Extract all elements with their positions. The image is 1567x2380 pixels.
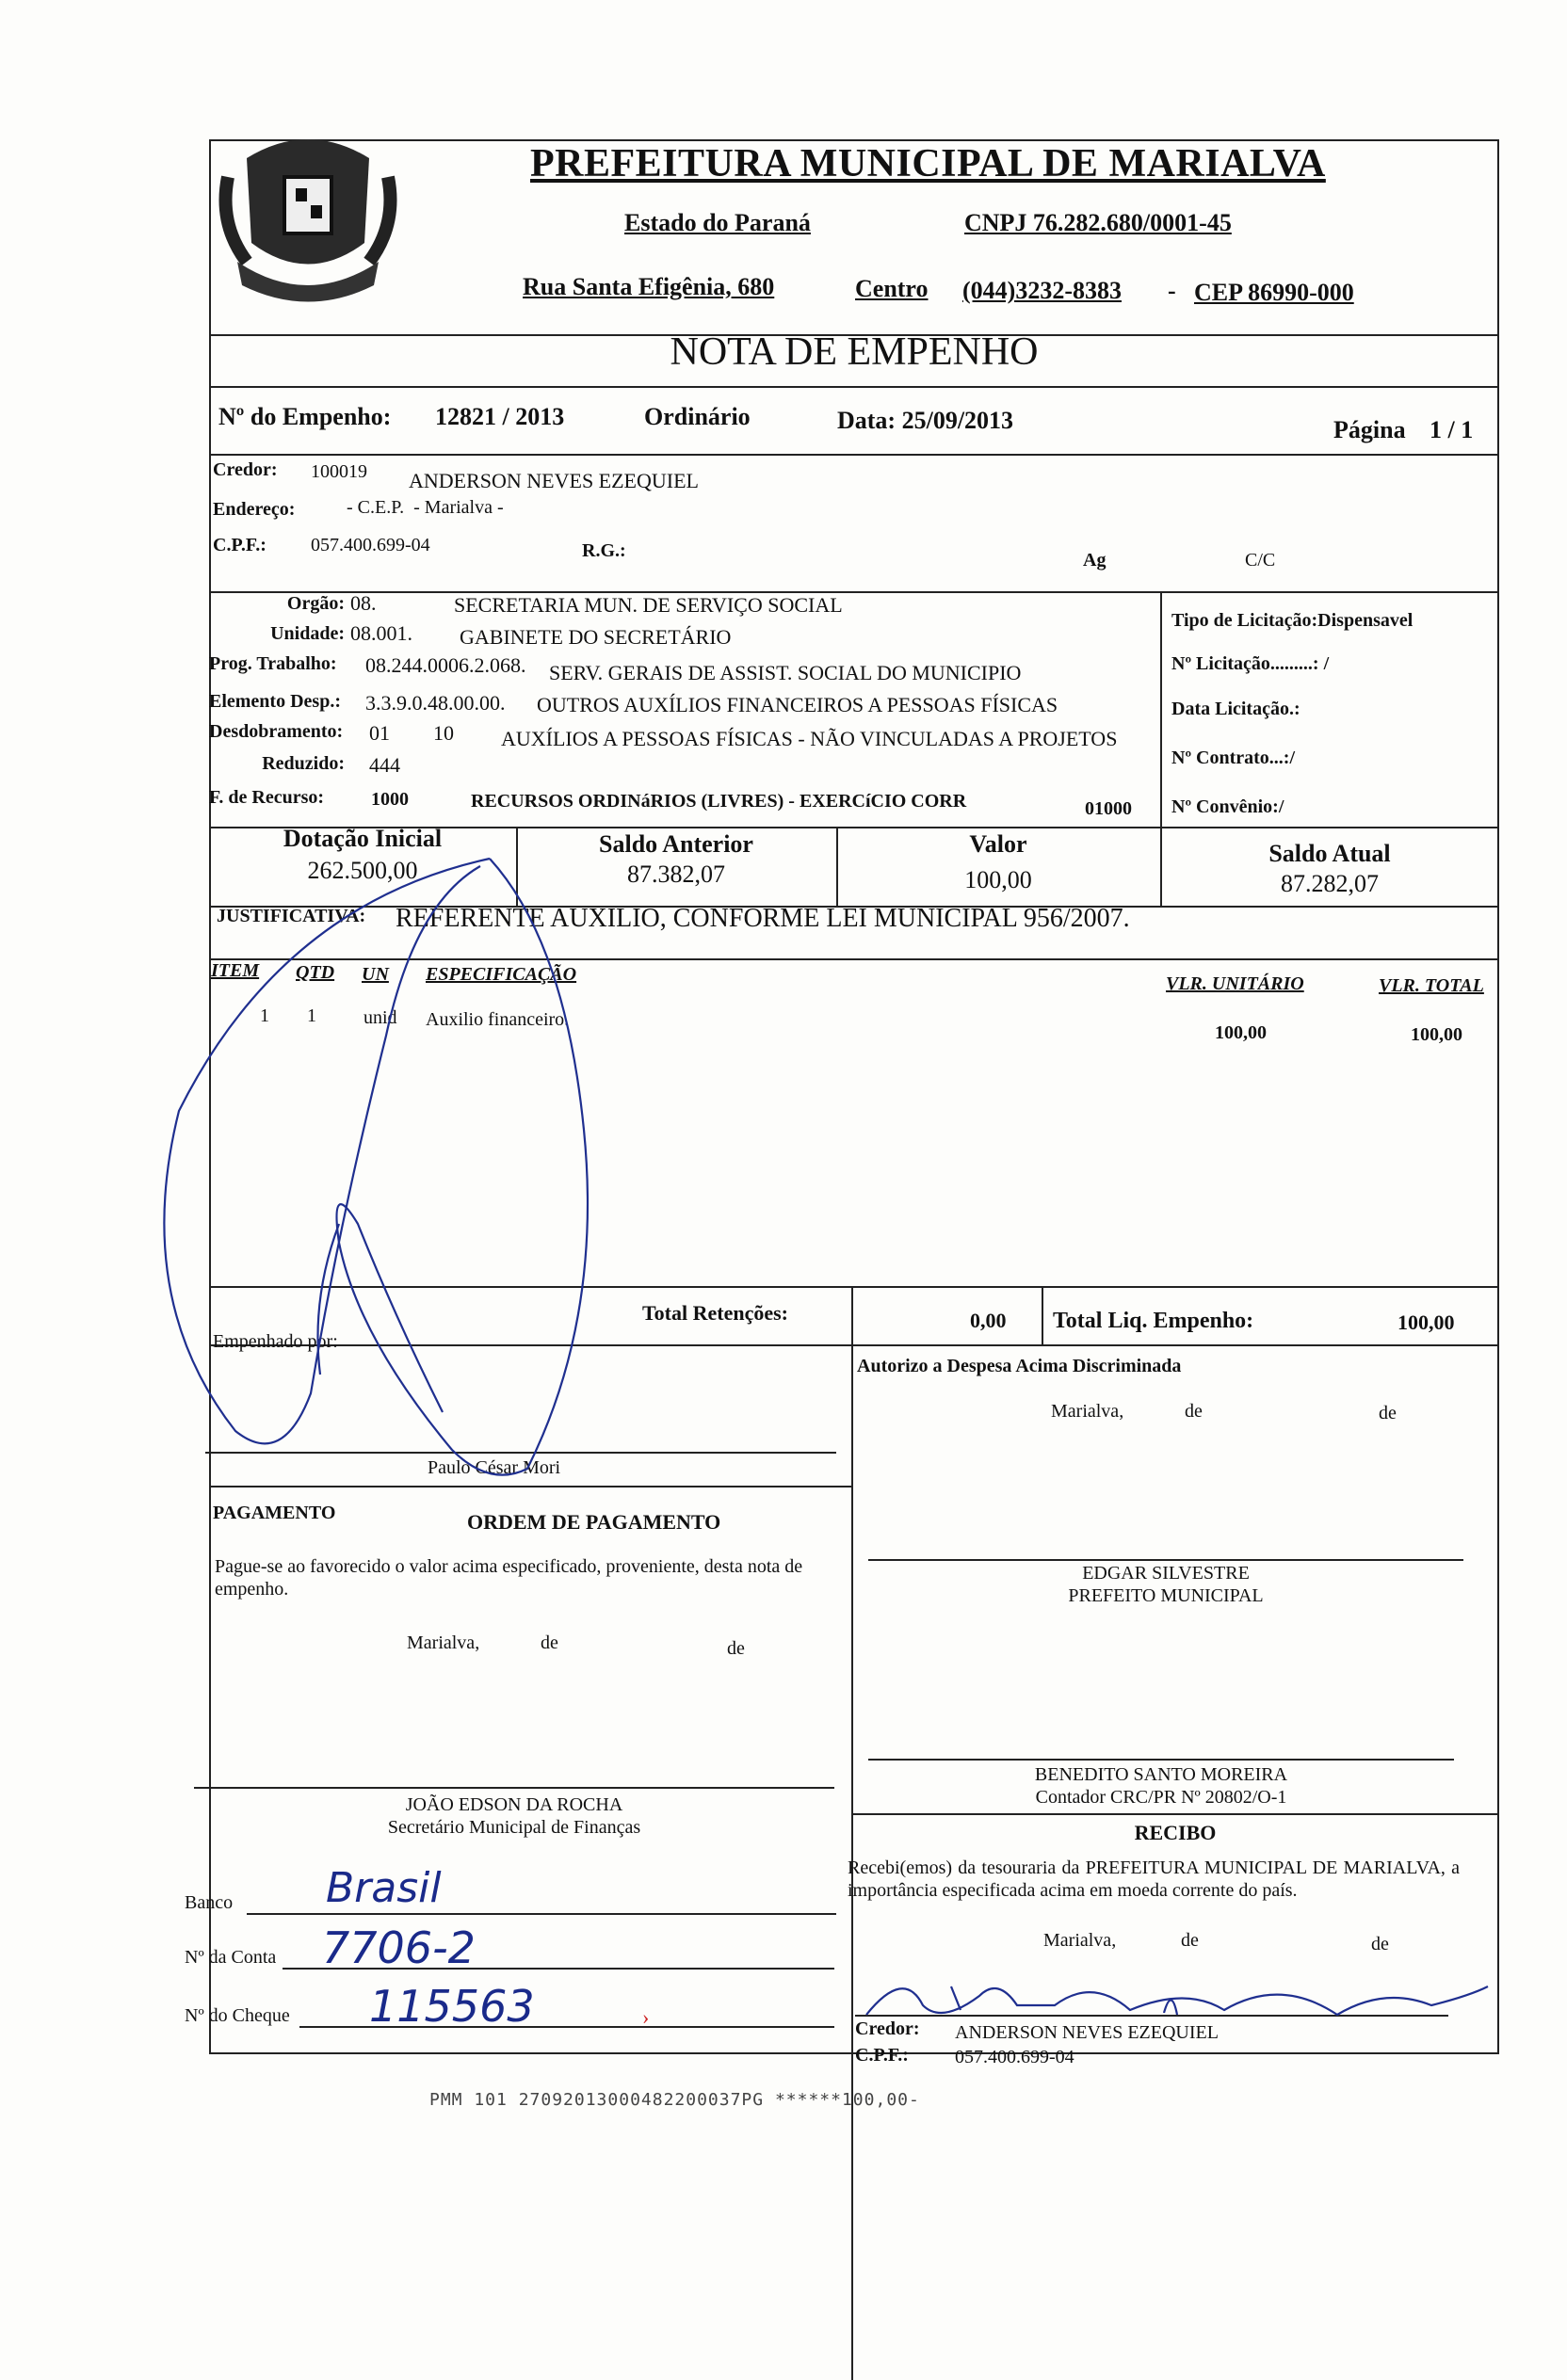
prog-desc: SERV. GERAIS DE ASSIST. SOCIAL DO MUNICIPIO [549,661,1022,684]
justificativa-label: JUSTIFICATIVA: [217,906,366,926]
document-title: NOTA DE EMPENHO [670,330,1039,374]
reduzido-label: Reduzido: [262,753,345,774]
recurso-desc: RECURSOS ORDINáRIOS (LIVRES) - EXERCíCIO CORR [471,791,967,812]
contador-title: Contador CRC/PR Nº 20802/O-1 [1035,1787,1287,1808]
item-number: 1 [260,1005,269,1026]
desdobramento-code: 01 [369,721,390,745]
item-desc: Auxilio financeiro. [426,1009,570,1030]
cheque-label: Nº do Cheque [185,2005,290,2026]
recibo-cpf-label: C.P.F.: [855,2045,909,2066]
endereco-value: - C.E.P. - Marialva - [347,497,504,518]
credor-name: ANDERSON NEVES EZEQUIEL [409,469,699,492]
header-dash: - [1168,277,1176,304]
prog-code: 08.244.0006.2.068. [365,653,526,677]
licitacao-convenio: Nº Convênio:/ [1171,796,1284,817]
item-unit-price: 100,00 [1215,1022,1267,1043]
justificativa-text: REFERENTE AUXILIO, CONFORME LEI MUNICIPAL 956/2007. [396,904,1130,933]
valor-value: 100,00 [964,866,1032,893]
page-label: Página [1333,416,1406,443]
conta-label: Nº da Conta [185,1947,277,1968]
cpf-value: 057.400.699-04 [311,535,430,555]
recibo-text: Recebi(emos) da tesouraria da PREFEITURA MUNICIPAL DE MARIALVA, a importância especificada acima em moeda corrente do país. [848,1857,1460,1901]
orgao-label: Orgão: [286,593,345,614]
item-total: 100,00 [1411,1024,1462,1045]
prefeito-name: EDGAR SILVESTRE [1082,1563,1250,1584]
desdobramento-label: Desdobramento: [209,721,344,742]
item-un: unid [363,1007,397,1028]
liq-value: 100,00 [1397,1311,1455,1334]
col-header-especificacao: ESPECIFICAÇÃO [426,964,577,985]
reduzido-value: 444 [369,753,400,777]
empenho-label: Nº do Empenho: [218,403,392,430]
header-district: Centro [855,275,929,302]
red-mark: › [642,2005,650,2029]
col-header-item: ITEM [211,960,260,981]
unidade-desc: GABINETE DO SECRETÁRIO [460,625,732,649]
recibo-credor-label: Credor: [855,2018,920,2039]
licitacao-contrato: Nº Contrato...:/ [1171,748,1296,768]
header-address: Rua Santa Efigênia, 680 [523,273,775,300]
header-phone: (044)3232-8383 [962,277,1122,304]
banco-label: Banco [185,1892,234,1913]
orgao-desc: SECRETARIA MUN. DE SERVIÇO SOCIAL [454,593,843,617]
header-state: Estado do Paraná [624,209,811,236]
recibo-title: RECIBO [1134,1821,1217,1844]
saldo-anterior-label: Saldo Anterior [599,830,753,858]
recibo-de-1: de [1181,1930,1199,1951]
unidade-code: 08.001. [350,621,412,645]
autorizo-marialva: Marialva, [1051,1401,1124,1422]
cheque-handwritten: 115563 [369,1981,535,2032]
empenho-type: Ordinário [644,403,751,430]
empenho-number: 12821 / 2013 [435,403,565,430]
prefeito-title: PREFEITO MUNICIPAL [1068,1585,1264,1606]
empenhado-label: Empenhado por: [213,1331,338,1352]
endereco-label: Endereço: [213,499,296,520]
recibo-marialva: Marialva, [1043,1930,1117,1951]
saldo-atual-label: Saldo Atual [1268,840,1391,867]
header-title: PREFEITURA MUNICIPAL DE MARIALVA [530,142,1326,185]
dotacao-label: Dotação Inicial [283,825,443,852]
contador-name: BENEDITO SANTO MOREIRA [1034,1764,1288,1785]
col-header-qtd: QTD [296,962,335,983]
prog-label: Prog. Trabalho: [209,653,337,674]
secretario-title: Secretário Municipal de Finanças [387,1817,641,1838]
recibo-credor-name: ANDERSON NEVES EZEQUIEL [955,2022,1219,2043]
item-qtd: 1 [307,1005,316,1026]
liq-label: Total Liq. Empenho: [1053,1309,1254,1333]
banco-handwritten: Brasil [326,1864,442,1912]
retencoes-value: 0,00 [970,1309,1007,1332]
autorizo-de-1: de [1185,1401,1203,1422]
page-number: 1 / 1 [1430,416,1474,443]
ag-label: Ag [1083,550,1107,571]
licitacao-numero: Nº Licitação.........: / [1171,653,1330,674]
empenho-date: Data: 25/09/2013 [837,407,1014,434]
header-cnpj: CNPJ 76.282.680/0001-45 [964,209,1232,236]
desdobramento-sub: 10 [433,721,454,745]
empenhado-name: Paulo César Mori [428,1457,561,1478]
pagamento-label: PAGAMENTO [213,1503,336,1523]
recibo-de-2: de [1371,1934,1389,1954]
autorizo-text: Autorizo a Despesa Acima Discriminada [857,1356,1182,1376]
valor-label: Valor [969,830,1027,858]
elemento-label: Elemento Desp.: [209,691,341,712]
autorizo-de-2: de [1379,1403,1397,1423]
conta-handwritten: 7706-2 [322,1922,476,1973]
col-header-un: UN [362,964,389,985]
pagamento-de-1: de [541,1632,558,1653]
header-cep: CEP 86990-000 [1194,279,1354,306]
retencoes-label: Total Retenções: [642,1301,788,1325]
credor-code: 100019 [311,461,367,482]
recibo-cpf-value: 057.400.699-04 [955,2047,1074,2067]
ordem-pagamento-label: ORDEM DE PAGAMENTO [467,1510,721,1534]
pagamento-marialva: Marialva, [407,1632,480,1653]
licitacao-tipo: Tipo de Licitação:Dispensavel [1171,610,1414,631]
unidade-label: Unidade: [270,623,345,644]
pagamento-text: Pague-se ao favorecido o valor acima especificado, proveniente, desta nota de empenho. [215,1556,803,1600]
elemento-code: 3.3.9.0.48.00.00. [365,691,506,715]
recurso-code: 1000 [371,789,409,810]
credor-label: Credor: [213,459,278,480]
licitacao-data: Data Licitação.: [1171,699,1300,719]
dotacao-value: 262.500,00 [307,857,418,884]
saldo-atual-value: 87.282,07 [1281,870,1379,897]
desdobramento-desc: AUXÍLIOS A PESSOAS FÍSICAS - NÃO VINCULADAS A PROJETOS [501,727,1118,750]
pagamento-de-2: de [727,1638,745,1659]
secretario-name: JOÃO EDSON DA ROCHA [405,1794,623,1815]
cpf-label: C.P.F.: [213,535,267,555]
orgao-code: 08. [350,591,377,615]
rg-label: R.G.: [582,540,626,561]
footer-stamp: PMM 101 27092013000482200037PG ******100,00- [429,2090,920,2110]
elemento-desc: OUTROS AUXÍLIOS FINANCEIROS A PESSOAS FÍSICAS [537,693,1058,716]
col-header-vlr-total: VLR. TOTAL [1379,975,1484,996]
cc-label: C/C [1245,550,1276,571]
saldo-anterior-value: 87.382,07 [627,860,725,888]
col-header-vlr-unitario: VLR. UNITÁRIO [1166,973,1304,994]
recurso-sub: 01000 [1085,798,1132,819]
recurso-label: F. de Recurso: [209,787,325,808]
